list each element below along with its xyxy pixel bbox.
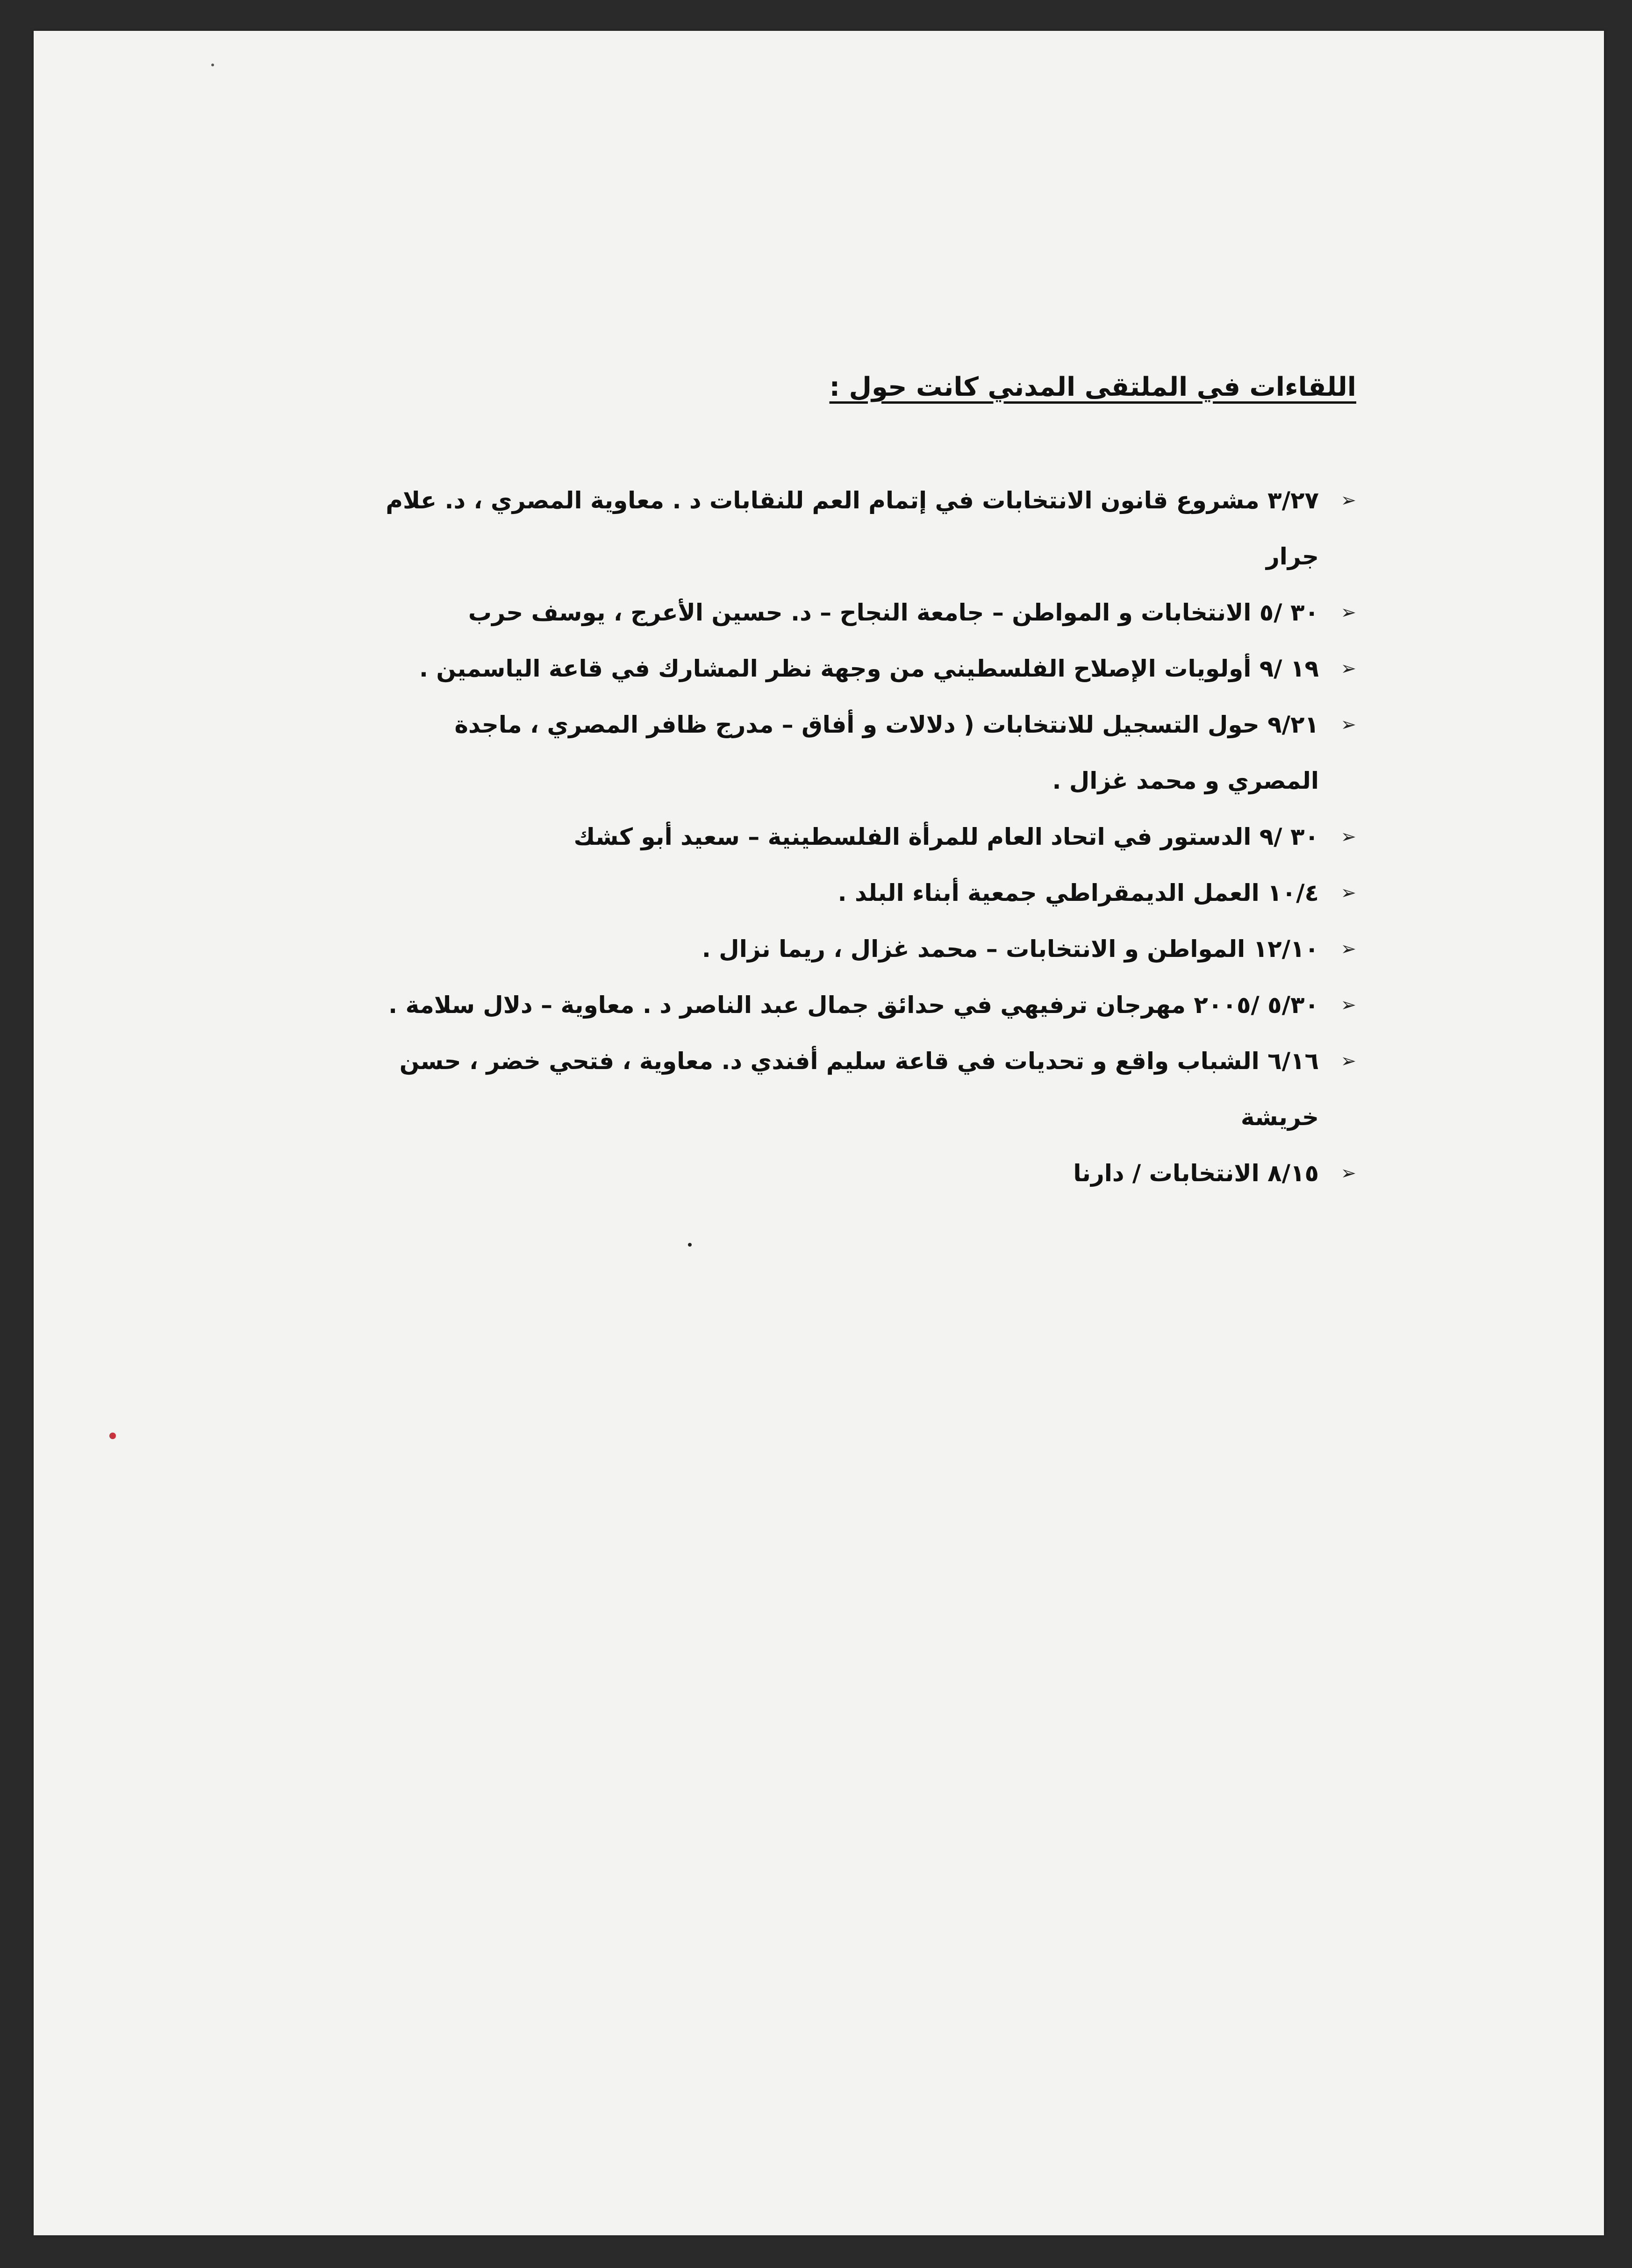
arrow-bullet-icon: ➢: [1340, 1163, 1356, 1184]
paper-speck: [688, 1243, 692, 1247]
list-item-text: ١٩ /٩ أولويات الإصلاح الفلسطيني من وجهة نظر المشارك في قاعة الياسمين .: [419, 655, 1319, 682]
document-title: اللقاءات في الملتقى المدني كانت حول :: [829, 372, 1356, 402]
list-item: [361, 977, 1356, 1033]
arrow-bullet-icon: ➢: [1340, 490, 1356, 511]
list-item: [361, 865, 1356, 921]
arrow-bullet-icon: ➢: [1340, 994, 1356, 1016]
paper-speck: [109, 1433, 116, 1439]
arrow-bullet-icon: ➢: [1340, 602, 1356, 623]
document-page: [34, 31, 1604, 2235]
arrow-bullet-icon: ➢: [1340, 1050, 1356, 1072]
arrow-bullet-icon: ➢: [1340, 826, 1356, 848]
list-item: [361, 585, 1356, 641]
list-item-text: ٨/١٥ الانتخابات / دارنا: [1073, 1160, 1319, 1187]
list-item-text: ١٢/١٠ المواطن و الانتخابات – محمد غزال ، ريما نزال .: [701, 935, 1319, 963]
list-item-text: ٣٠ /٥ الانتخابات و المواطن – جامعة النجاح – د. حسين الأعرج ، يوسف حرب: [468, 599, 1319, 626]
list-item: [361, 1145, 1356, 1201]
arrow-bullet-icon: ➢: [1340, 658, 1356, 679]
list-item: [361, 1033, 1356, 1145]
paper-speck: [211, 64, 214, 66]
list-item-text: ١٠/٤ العمل الديمقراطي جمعية أبناء البلد .: [837, 879, 1319, 906]
list-item: [361, 472, 1356, 585]
arrow-bullet-icon: ➢: [1340, 714, 1356, 735]
list-item-text: ٣/٢٧ مشروع قانون الانتخابات في إتمام العم للنقابات د . معاوية المصري ، د. علام جرار: [386, 487, 1319, 570]
list-item-text: ٩/٢١ حول التسجيل للانتخابات ( دلالات و أفاق – مدرج ظافر المصري ، ماجدة المصري و محمد غزال .: [454, 711, 1319, 794]
list-item-text: ٦/١٦ الشباب واقع و تحديات في قاعة سليم أفندي د. معاوية ، فتحي خضر ، حسن خريشة: [399, 1048, 1319, 1131]
list-item: [361, 641, 1356, 697]
list-item: [361, 697, 1356, 809]
list-item-text: ٥/٣٠ /٢٠٠٥ مهرجان ترفيهي في حدائق جمال عبد الناصر د . معاوية – دلال سلامة .: [388, 991, 1319, 1019]
arrow-bullet-icon: ➢: [1340, 882, 1356, 904]
meetings-list: [361, 472, 1356, 1201]
document-body: [361, 372, 1356, 1201]
list-item: [361, 921, 1356, 977]
arrow-bullet-icon: ➢: [1340, 938, 1356, 960]
list-item-text: ٣٠ /٩ الدستور في اتحاد العام للمرأة الفلسطينية – سعيد أبو كشك: [573, 823, 1319, 850]
list-item: [361, 809, 1356, 865]
